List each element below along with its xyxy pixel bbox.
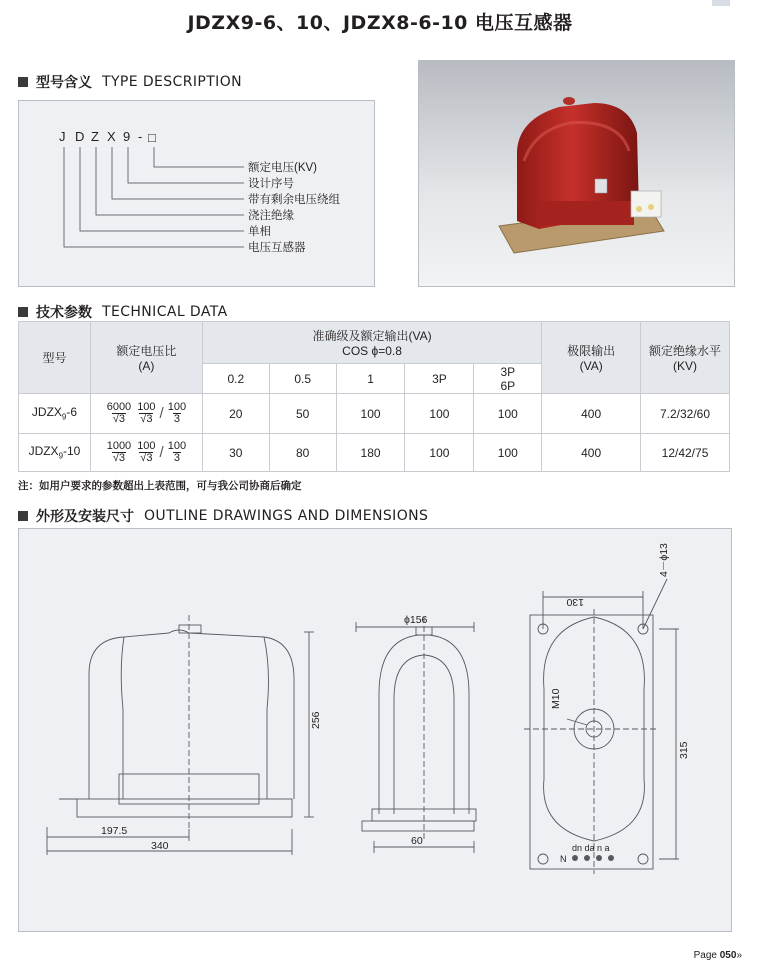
value-cell: 180 [336, 434, 405, 472]
section-title-cn: 技术参数 [36, 305, 92, 321]
header-ratio [90, 322, 202, 394]
header-model: 型号 [19, 322, 91, 394]
model-suffix: -10 [63, 444, 81, 459]
class-header-3p6p [474, 364, 542, 394]
value-cell: 20 [202, 394, 269, 434]
model-cell [19, 394, 91, 434]
header-limit-unit: (VA) [579, 359, 603, 373]
code-letter-9: 9 [123, 129, 131, 144]
top-view-drawing [524, 609, 659, 874]
header-accuracy [202, 322, 541, 364]
hole-label: 4－ϕ13 [658, 543, 670, 577]
slash-divider: / [159, 405, 164, 422]
page-title: JDZX9-6、10、JDZX8-6-10 电压互感器 [187, 12, 573, 34]
class-header-6p: 6P [500, 378, 516, 393]
ratio-fraction: $\frac{100}{3}$ [167, 440, 187, 464]
header-insulation-unit: (KV) [673, 359, 698, 373]
table-row [19, 434, 730, 472]
model-prefix: JDZX [31, 405, 62, 420]
page-prefix: Page [693, 950, 717, 961]
ratio-fraction: $\frac{100}{3}$ [167, 401, 187, 425]
code-letter-dash: - [138, 129, 143, 144]
value-cell: 50 [269, 394, 336, 434]
square-bullet-icon [18, 77, 28, 87]
value-cell: 100 [336, 394, 405, 434]
limit-cell: 400 [542, 394, 641, 434]
model-suffix: -6 [66, 405, 78, 420]
section-title-cn: 外形及安装尺寸 [36, 509, 134, 525]
ratio-cell [90, 394, 202, 434]
header-limit-label: 极限输出 [567, 344, 616, 358]
table-row [19, 394, 730, 434]
type-description-box [18, 100, 375, 287]
product-photo [418, 60, 735, 287]
outline-drawings-box [18, 528, 732, 932]
section-header-outline [18, 506, 428, 526]
section-title-cn: 型号含义 [36, 75, 92, 91]
code-letter-X: X [107, 129, 116, 144]
corner-mark [712, 0, 730, 6]
section-title-en: TYPE DESCRIPTION [102, 74, 243, 90]
header-insulation [641, 322, 730, 394]
dim-340: 340 [151, 840, 169, 852]
value-cell: 30 [202, 434, 269, 472]
limit-cell: 400 [542, 434, 641, 472]
terminal-N: N [560, 854, 567, 864]
ratio-fraction: $\frac{1000}{√3}$ [106, 440, 132, 464]
dim-256: 256 [310, 711, 322, 729]
side-view-drawing [362, 617, 476, 839]
class-header: 0.2 [202, 364, 269, 394]
insulation-cell: 12/42/75 [641, 434, 730, 472]
section-header-technical-data [18, 302, 228, 322]
section-title-en: TECHNICAL DATA [102, 304, 228, 320]
bolt-label-m10: M10 [550, 688, 562, 709]
model-cell [19, 434, 91, 472]
model-sub: 9 [58, 451, 64, 461]
front-view-drawing [59, 615, 294, 829]
dim-phi156: ϕ156 [404, 614, 428, 626]
value-cell: 100 [405, 434, 474, 472]
dim-197-5: 197.5 [101, 825, 128, 837]
header-limit [542, 322, 641, 394]
outline-drawings [19, 529, 731, 931]
dim-60: 60 [411, 835, 423, 847]
class-header: 3P [405, 364, 474, 394]
page-suffix: » [736, 950, 742, 961]
type-code-diagram [19, 101, 374, 286]
transformer-illustration [419, 61, 734, 286]
class-header-3p: 3P [500, 364, 516, 379]
slash-divider: / [159, 444, 164, 461]
table-note: 注：如用户要求的参数超出上表范围，可与我公司协商后确定 [18, 480, 302, 492]
square-bullet-icon [18, 307, 28, 317]
code-letter-D: D [75, 129, 85, 144]
terminal-labels: dn da n a [572, 843, 610, 853]
leader-lines [64, 147, 244, 247]
model-prefix: JDZX [28, 444, 59, 459]
meaning-design-serial: 设计序号 [248, 178, 294, 190]
dim-315: 315 [678, 741, 690, 759]
header-accuracy-label: 准确级及额定输出(VA) [312, 329, 432, 343]
section-header-type-description [18, 72, 242, 92]
header-ratio-unit: (A) [138, 359, 155, 373]
meaning-single-phase: 单相 [248, 226, 271, 238]
value-cell: 100 [474, 394, 542, 434]
value-cell: 80 [269, 434, 336, 472]
header-insulation-label: 额定绝缘水平 [649, 344, 722, 358]
section-title-en: OUTLINE DRAWINGS AND DIMENSIONS [144, 508, 429, 524]
technical-data-table [18, 321, 730, 472]
code-letter-J: J [59, 129, 66, 144]
page-number-value: 050 [719, 950, 737, 961]
terminal-dots [572, 855, 614, 861]
square-bullet-icon [18, 511, 28, 521]
value-cell: 100 [474, 434, 542, 472]
meaning-residual-winding: 带有剩余电压绕组 [248, 194, 340, 206]
code-letter-box: □ [148, 130, 156, 145]
model-sub: 9 [61, 412, 67, 422]
value-cell: 100 [405, 394, 474, 434]
insulation-cell: 7.2/32/60 [641, 394, 730, 434]
header-ratio-label: 额定电压比 [116, 344, 177, 358]
class-header: 1 [336, 364, 405, 394]
ratio-fraction: $\frac{6000}{√3}$ [106, 401, 132, 425]
meaning-rated-voltage: 额定电压(KV) [248, 162, 317, 174]
header-cos: COS ϕ=0.8 [342, 344, 402, 358]
ratio-cell [90, 434, 202, 472]
meaning-voltage-transformer: 电压互感器 [248, 242, 306, 254]
page-number [694, 950, 742, 961]
meaning-cast-insulation: 浇注绝缘 [248, 210, 294, 222]
ratio-fraction: $\frac{100}{√3}$ [137, 401, 156, 425]
dim-130: 130 [566, 596, 584, 608]
ratio-fraction: $\frac{100}{√3}$ [137, 440, 156, 464]
code-letter-Z: Z [91, 129, 99, 144]
class-header: 0.5 [269, 364, 336, 394]
